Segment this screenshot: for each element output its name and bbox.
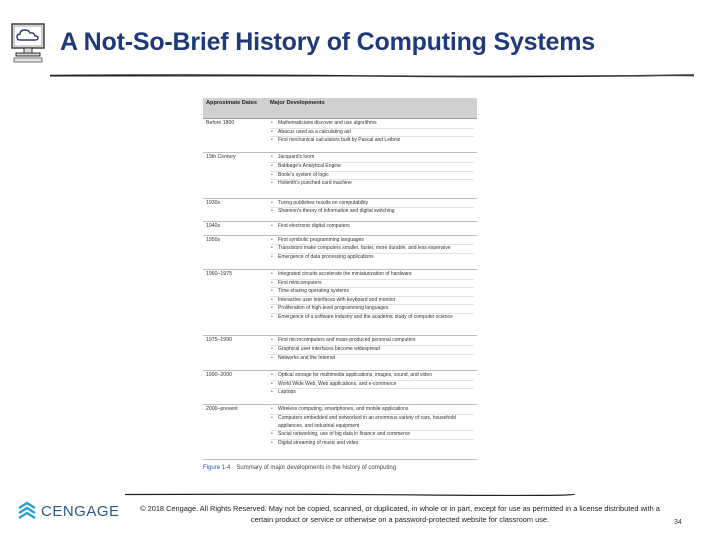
list-item: • World Wide Web, Web applications, and e-commerce xyxy=(270,381,474,390)
history-table xyxy=(203,98,477,460)
developments-list xyxy=(270,372,474,397)
developments-cell xyxy=(267,370,477,404)
developments-cell xyxy=(267,198,477,222)
list-item: • First microcomputers and mass-produced personal computers xyxy=(270,337,474,346)
developments-cell xyxy=(267,270,477,336)
developments-list xyxy=(270,200,474,216)
list-item: • Graphical user interfaces become widespread xyxy=(270,346,474,355)
figure-caption xyxy=(203,465,396,471)
list-item: • Time-sharing operating systems xyxy=(270,288,474,297)
figure-label: Figure 1-4 xyxy=(203,465,231,471)
list-item: • Wireless computing, smartphones, and mobile applications xyxy=(270,406,474,415)
list-item: • Abacus used as a calculating aid xyxy=(270,129,474,138)
table-row xyxy=(203,222,477,235)
developments-cell xyxy=(267,153,477,198)
list-item: • Integrated circuits accelerate the miniaturization of hardware xyxy=(270,271,474,280)
list-item: • Transistors make computers smaller, faster, more durable, and less expensive xyxy=(270,245,474,254)
table-row xyxy=(203,198,477,222)
list-item: • Computers embedded and networked in an enormous variety of cars, household appliances, and industrial equipment xyxy=(270,415,474,431)
title-divider xyxy=(50,73,694,79)
list-item: • Boole's system of logic xyxy=(270,172,474,181)
table-row xyxy=(203,336,477,370)
footer-divider xyxy=(125,492,575,497)
dates-column-header: Approximate Dates xyxy=(203,98,267,119)
list-item: • First minicomputers xyxy=(270,280,474,289)
developments-list xyxy=(270,406,474,447)
list-item: • Mathematicians discover and use algorithms xyxy=(270,120,474,129)
list-item: • Networks and the Internet xyxy=(270,355,474,363)
list-item: • First electronic digital computers xyxy=(270,223,474,231)
developments-cell xyxy=(267,405,477,460)
developments-cell xyxy=(267,119,477,153)
developments-list xyxy=(270,237,474,262)
list-item: • First symbolic programming languages xyxy=(270,237,474,246)
list-item: • Jacquard's loom xyxy=(270,154,474,163)
list-item: • Proliferation of high-level programming languages xyxy=(270,305,474,314)
list-item: • Optical storage for multimedia applications, images, sound, and video xyxy=(270,372,474,381)
cloud-computer-icon xyxy=(8,16,50,68)
era-date-cell: 1950s xyxy=(203,235,267,269)
developments-cell xyxy=(267,336,477,370)
developments-list xyxy=(270,271,474,322)
copyright-notice: © 2018 Cengage. All Rights Reserved. May not be copied, scanned, or duplicated, in whole or in part, except for use as permitted in a license distributed with a certain product or service or otherwise on a password-protected website for classroom use. xyxy=(140,504,660,524)
developments-list xyxy=(270,223,474,231)
table-row xyxy=(203,119,477,153)
era-date-cell: 1960–1975 xyxy=(203,270,267,336)
list-item: • Turing publishes results on computability xyxy=(270,200,474,209)
list-item: • Laptops xyxy=(270,389,474,397)
list-item: • Emergence of data processing applications xyxy=(270,254,474,262)
era-date-cell: 1990–2000 xyxy=(203,370,267,404)
developments-list xyxy=(270,337,474,362)
list-item: • Emergence of a software industry and the academic study of computer science xyxy=(270,314,474,322)
figure-caption-text: Summary of major developments in the history of computing xyxy=(236,465,397,471)
era-date-cell: Before 1800 xyxy=(203,119,267,153)
list-item: • Babbage's Analytical Engine xyxy=(270,163,474,172)
cengage-logo xyxy=(16,500,120,522)
list-item: • Interactive user interfaces with keyboard and monitor xyxy=(270,297,474,306)
developments-cell xyxy=(267,235,477,269)
table-row xyxy=(203,405,477,460)
era-date-cell: 1930s xyxy=(203,198,267,222)
table-row xyxy=(203,370,477,404)
developments-cell xyxy=(267,222,477,235)
list-item: • Social networking, use of big data in finance and commerce xyxy=(270,431,474,440)
cengage-logo-icon xyxy=(16,500,38,522)
brand-name: CENGAGE xyxy=(41,502,120,520)
list-item: • First mechanical calculators built by Pascal and Leibniz xyxy=(270,137,474,145)
table-row xyxy=(203,153,477,198)
table-header-row xyxy=(203,98,477,119)
developments-list xyxy=(270,154,474,187)
slide-title: A Not-So-Brief History of Computing Systems xyxy=(60,28,595,56)
era-date-cell: 19th Century xyxy=(203,153,267,198)
era-date-cell: 1975–1990 xyxy=(203,336,267,370)
page-number: 34 xyxy=(674,519,682,526)
era-date-cell: 2000–present xyxy=(203,405,267,460)
era-date-cell: 1940s xyxy=(203,222,267,235)
developments-list xyxy=(270,120,474,145)
list-item: • Digital streaming of music and video xyxy=(270,440,474,448)
table-row xyxy=(203,270,477,336)
list-item: • Shannon's theory of information and digital switching xyxy=(270,208,474,216)
table-row xyxy=(203,235,477,269)
list-item: • Hollerith's punched card machine xyxy=(270,180,474,188)
developments-column-header: Major Developments xyxy=(267,98,477,119)
history-figure xyxy=(203,98,477,460)
